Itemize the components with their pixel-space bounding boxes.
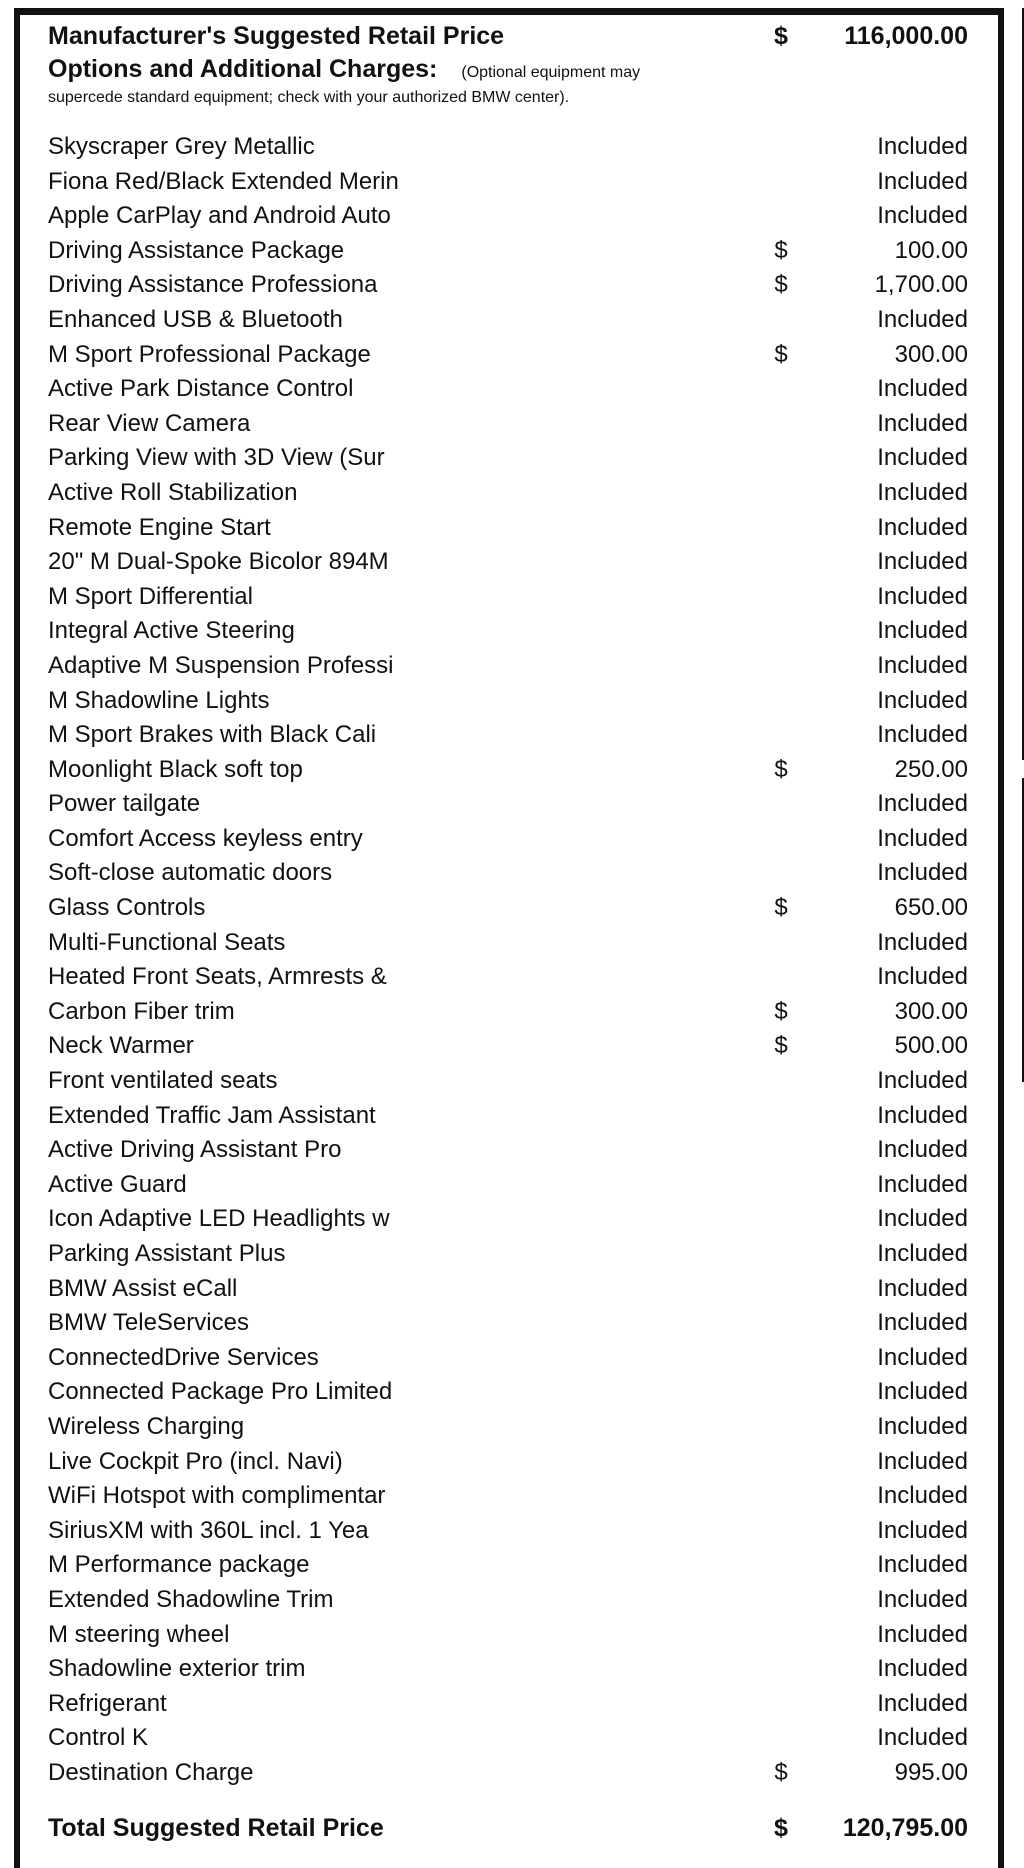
option-name: M Performance package bbox=[48, 1551, 310, 1579]
option-name: M Shadowline Lights bbox=[48, 686, 270, 714]
total-currency: $ bbox=[774, 1814, 788, 1842]
options-note-continued: supercede standard equipment; check with your authorized BMW center). bbox=[48, 89, 570, 106]
option-row bbox=[48, 616, 968, 651]
option-price: 300.00 bbox=[894, 340, 968, 368]
option-row bbox=[48, 1620, 968, 1655]
option-currency: $ bbox=[774, 236, 788, 264]
option-row bbox=[48, 1135, 968, 1170]
option-row bbox=[48, 1377, 968, 1412]
option-row bbox=[48, 167, 968, 202]
option-name: WiFi Hotspot with complimentar bbox=[48, 1482, 386, 1510]
option-price: 995.00 bbox=[894, 1758, 968, 1786]
option-name: Refrigerant bbox=[48, 1689, 167, 1717]
option-price: Included bbox=[877, 582, 968, 610]
option-price: 500.00 bbox=[894, 1032, 968, 1060]
total-amount: 120,795.00 bbox=[842, 1814, 968, 1842]
option-row bbox=[48, 893, 968, 928]
option-currency: $ bbox=[774, 340, 788, 368]
option-price: Included bbox=[877, 1482, 968, 1510]
option-name: Heated Front Seats, Armrests & bbox=[48, 963, 387, 991]
option-price: Included bbox=[877, 1274, 968, 1302]
option-row bbox=[48, 1481, 968, 1516]
option-row bbox=[48, 374, 968, 409]
option-price: Included bbox=[877, 859, 968, 887]
option-price: Included bbox=[877, 548, 968, 576]
option-currency: $ bbox=[774, 1758, 788, 1786]
option-currency: $ bbox=[774, 997, 788, 1025]
option-price: Included bbox=[877, 963, 968, 991]
option-row bbox=[48, 928, 968, 963]
option-price: Included bbox=[877, 1205, 968, 1233]
option-name: Active Park Distance Control bbox=[48, 375, 354, 403]
option-name: Icon Adaptive LED Headlights w bbox=[48, 1205, 390, 1233]
option-price: Included bbox=[877, 305, 968, 333]
option-row bbox=[48, 651, 968, 686]
option-name: Neck Warmer bbox=[48, 1032, 194, 1060]
total-label: Total Suggested Retail Price bbox=[48, 1814, 384, 1842]
option-row bbox=[48, 720, 968, 755]
msrp-amount: 116,000.00 bbox=[844, 22, 968, 50]
option-row bbox=[48, 443, 968, 478]
option-price: 300.00 bbox=[894, 997, 968, 1025]
option-name: ConnectedDrive Services bbox=[48, 1343, 319, 1371]
option-price: 650.00 bbox=[894, 894, 968, 922]
option-name: BMW Assist eCall bbox=[48, 1274, 238, 1302]
option-row bbox=[48, 1066, 968, 1101]
option-price: Included bbox=[877, 1309, 968, 1337]
option-name: Adaptive M Suspension Professi bbox=[48, 651, 394, 679]
msrp-label: Manufacturer's Suggested Retail Price bbox=[48, 22, 505, 50]
option-name: Integral Active Steering bbox=[48, 617, 295, 645]
option-price: Included bbox=[877, 1101, 968, 1129]
option-name: Active Guard bbox=[48, 1170, 187, 1198]
option-price: Included bbox=[877, 513, 968, 541]
option-name: M steering wheel bbox=[48, 1620, 230, 1648]
option-row bbox=[48, 1031, 968, 1066]
option-price: Included bbox=[877, 1343, 968, 1371]
option-price: Included bbox=[877, 721, 968, 749]
option-name: Comfort Access keyless entry bbox=[48, 824, 363, 852]
option-name: 20" M Dual-Spoke Bicolor 894M bbox=[48, 548, 389, 576]
option-price: Included bbox=[877, 1689, 968, 1717]
option-price: 250.00 bbox=[894, 755, 968, 783]
option-row bbox=[48, 858, 968, 893]
option-name: Wireless Charging bbox=[48, 1412, 245, 1440]
option-price: Included bbox=[877, 1170, 968, 1198]
option-price: Included bbox=[877, 824, 968, 852]
option-row bbox=[48, 1343, 968, 1378]
option-name: Active Driving Assistant Pro bbox=[48, 1136, 342, 1164]
option-row bbox=[48, 478, 968, 513]
option-price: Included bbox=[877, 1412, 968, 1440]
option-row bbox=[48, 513, 968, 548]
msrp-row bbox=[48, 22, 968, 54]
option-row bbox=[48, 1204, 968, 1239]
option-row bbox=[48, 1101, 968, 1136]
option-price: Included bbox=[877, 1136, 968, 1164]
option-name: Shadowline exterior trim bbox=[48, 1655, 306, 1683]
option-price: Included bbox=[877, 375, 968, 403]
option-currency: $ bbox=[774, 1032, 788, 1060]
option-row bbox=[48, 997, 968, 1032]
option-price: Included bbox=[877, 1378, 968, 1406]
option-price: Included bbox=[877, 686, 968, 714]
option-row bbox=[48, 686, 968, 721]
option-price: Included bbox=[877, 1655, 968, 1683]
option-row bbox=[48, 270, 968, 305]
option-name: Control K bbox=[48, 1724, 149, 1752]
option-row bbox=[48, 236, 968, 271]
option-name: BMW TeleServices bbox=[48, 1309, 249, 1337]
option-row bbox=[48, 755, 968, 790]
option-row bbox=[48, 1585, 968, 1620]
option-name: Destination Charge bbox=[48, 1758, 254, 1786]
option-row bbox=[48, 1170, 968, 1205]
option-row bbox=[48, 201, 968, 236]
option-row bbox=[48, 1689, 968, 1724]
option-name: Enhanced USB & Bluetooth bbox=[48, 305, 343, 333]
option-row bbox=[48, 1758, 968, 1793]
option-row bbox=[48, 1239, 968, 1274]
option-price: Included bbox=[877, 1447, 968, 1475]
option-row bbox=[48, 1274, 968, 1309]
option-price: Included bbox=[877, 133, 968, 160]
option-name: Multi-Functional Seats bbox=[48, 928, 286, 956]
option-row bbox=[48, 1723, 968, 1758]
total-row bbox=[48, 1814, 968, 1846]
option-row bbox=[48, 305, 968, 340]
option-name: Connected Package Pro Limited bbox=[48, 1378, 393, 1406]
option-row bbox=[48, 582, 968, 617]
option-price: Included bbox=[877, 1620, 968, 1648]
option-row bbox=[48, 132, 968, 167]
option-row bbox=[48, 1550, 968, 1585]
option-row bbox=[48, 547, 968, 582]
options-note: (Optional equipment may bbox=[461, 64, 641, 81]
option-name: Apple CarPlay and Android Auto bbox=[48, 202, 391, 230]
option-name: Driving Assistance Professiona bbox=[48, 271, 378, 299]
option-name: M Sport Differential bbox=[48, 582, 253, 610]
option-name: Extended Shadowline Trim bbox=[48, 1585, 334, 1613]
option-name: Power tailgate bbox=[48, 790, 201, 818]
options-title: Options and Additional Charges: bbox=[48, 55, 438, 83]
option-name: Front ventilated seats bbox=[48, 1067, 278, 1095]
option-currency: $ bbox=[774, 894, 788, 922]
option-name: Fiona Red/Black Extended Merin bbox=[48, 167, 399, 195]
option-price: Included bbox=[877, 617, 968, 645]
option-row bbox=[48, 1654, 968, 1689]
options-heading bbox=[48, 55, 968, 87]
option-price: Included bbox=[877, 409, 968, 437]
option-name: Active Roll Stabilization bbox=[48, 478, 298, 506]
option-price: Included bbox=[877, 167, 968, 195]
option-name: Extended Traffic Jam Assistant bbox=[48, 1101, 376, 1129]
option-price: 100.00 bbox=[894, 236, 968, 264]
option-price: 1,700.00 bbox=[874, 271, 968, 299]
option-price: Included bbox=[877, 1585, 968, 1613]
option-name: Moonlight Black soft top bbox=[48, 755, 303, 783]
option-name: Carbon Fiber trim bbox=[48, 997, 235, 1025]
option-price: Included bbox=[877, 1067, 968, 1095]
option-name: Driving Assistance Package bbox=[48, 236, 345, 264]
option-price: Included bbox=[877, 444, 968, 472]
msrp-currency: $ bbox=[774, 22, 788, 50]
option-name: Glass Controls bbox=[48, 894, 206, 922]
option-row bbox=[48, 1412, 968, 1447]
option-name: Rear View Camera bbox=[48, 409, 251, 437]
option-row bbox=[48, 824, 968, 859]
option-price: Included bbox=[877, 478, 968, 506]
option-name: M Sport Professional Package bbox=[48, 340, 371, 368]
option-price: Included bbox=[877, 1551, 968, 1579]
option-name: Skyscraper Grey Metallic bbox=[48, 133, 315, 160]
option-row bbox=[48, 1447, 968, 1482]
option-price: Included bbox=[877, 651, 968, 679]
option-row bbox=[48, 789, 968, 824]
option-price: Included bbox=[877, 928, 968, 956]
option-currency: $ bbox=[774, 755, 788, 783]
option-price: Included bbox=[877, 202, 968, 230]
option-price: Included bbox=[877, 1240, 968, 1267]
option-row bbox=[48, 962, 968, 997]
option-row bbox=[48, 340, 968, 375]
option-row bbox=[48, 1516, 968, 1551]
option-name: Remote Engine Start bbox=[48, 513, 271, 541]
option-currency: $ bbox=[774, 271, 788, 299]
options-list bbox=[48, 132, 968, 1793]
option-name: Live Cockpit Pro (incl. Navi) bbox=[48, 1447, 343, 1475]
option-name: Parking Assistant Plus bbox=[48, 1240, 286, 1267]
option-name: Parking View with 3D View (Sur bbox=[48, 444, 385, 472]
option-price: Included bbox=[877, 1724, 968, 1752]
option-name: M Sport Brakes with Black Cali bbox=[48, 721, 377, 749]
option-name: Soft-close automatic doors bbox=[48, 859, 333, 887]
option-price: Included bbox=[877, 790, 968, 818]
option-row bbox=[48, 409, 968, 444]
option-row bbox=[48, 1308, 968, 1343]
option-price: Included bbox=[877, 1516, 968, 1544]
option-name: SiriusXM with 360L incl. 1 Yea bbox=[48, 1516, 369, 1544]
